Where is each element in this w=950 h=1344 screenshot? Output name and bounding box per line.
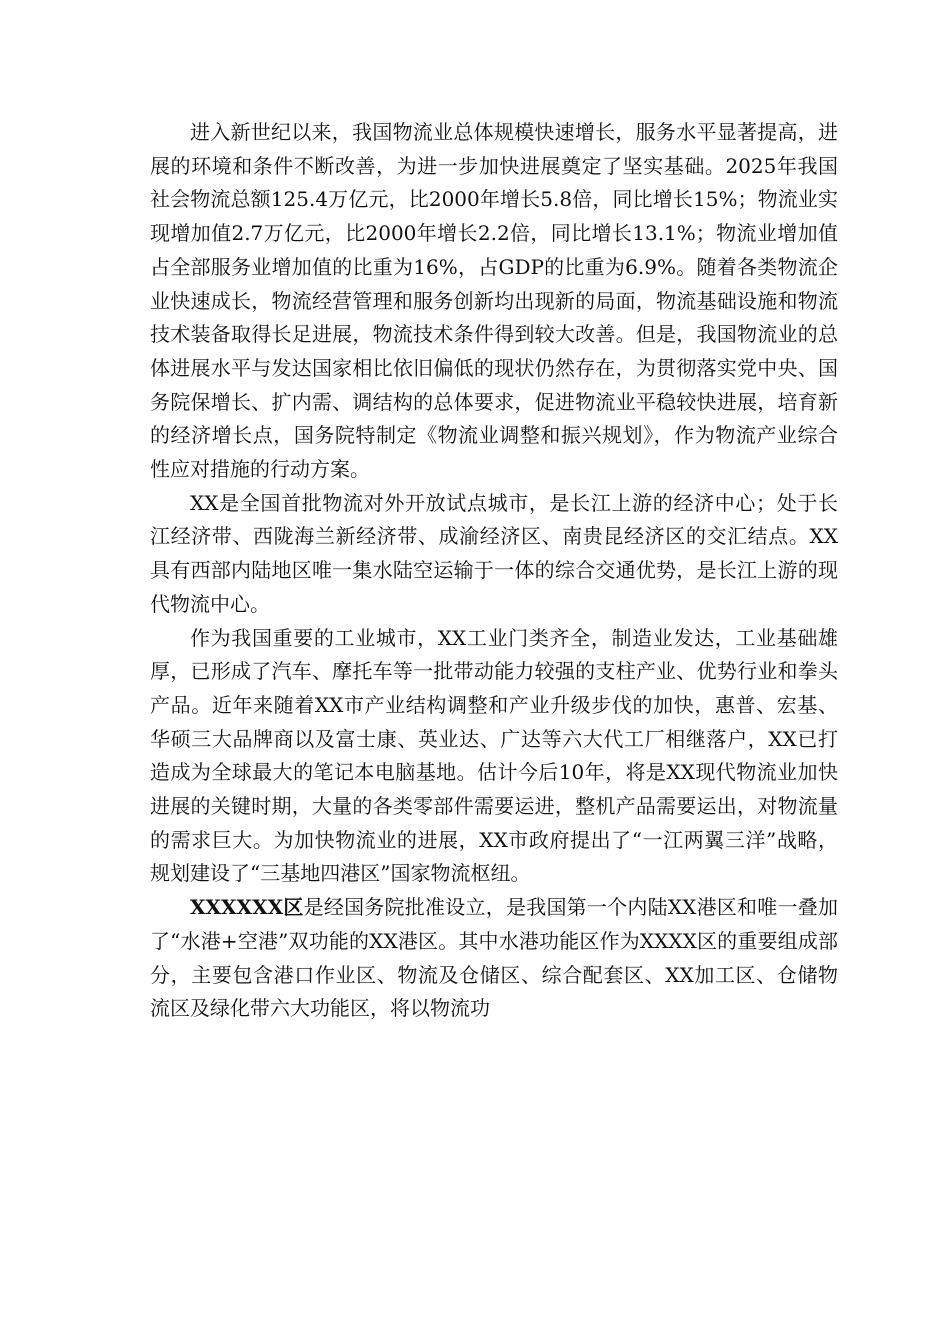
paragraph-industrial-base: 作为我国重要的工业城市，XX工业门类齐全，制造业发达，工业基础雄厚，已形成了汽车、摩托车等一批带动能力较强的支柱产业、优势行业和拳头产品。近年来随着XX市产业结构调整和产业升级步伐的加快，惠普、宏基、华硕三大品牌商以及富士康、英业达、广达等六大代工厂相继落户，XX已打造成为全球最大的笔记本电脑基地。估计今后10年，将是XX现代物流业加快进展的关键时期，大量的各类零部件需要运进，整机产品需要运出，对物流量的需求巨大。为加快物流业的进展，XX市政府提出了“一江两翼三洋”战略，规划建设了“三基地四港区”国家物流枢纽。 [150, 625, 838, 886]
port-zone-name: XXXXXX区 [190, 895, 304, 920]
document-body [150, 116, 838, 1026]
paragraph-logistics-overview: 进入新世纪以来，我国物流业总体规模快速增长，服务水平显著提高，进展的环境和条件不断改善，为进一步加快进展奠定了坚实基础。2025年我国社会物流总额125.4万亿元，比2000年增长5.8倍，同比增长15%；物流业实现增加值2.7万亿元，比2000年增长2.2倍，同比增长13.1%；物流业增加值占全部服务业增加值的比重为16%，占GDP的比重为6.9%。随着各类物流企业快速成长，物流经营管理和服务创新均出现新的局面，物流基础设施和物流技术装备取得长足进展，物流技术条件得到较大改善。但是，我国物流业的总体进展水平与发达国家相比依旧偏低的现状仍然存在，为贯彻落实党中央、国务院保增长、扩内需、调结构的总体要求，促进物流业平稳较快进展，培育新的经济增长点，国务院特制定《物流业调整和振兴规划》，作为物流产业综合性应对措施的行动方案。 [150, 120, 838, 482]
paragraph-port-zone [150, 891, 838, 1026]
port-zone-description: 是经国务院批准设立，是我国第一个内陆XX港区和唯一叠加了“水港+空港”双功能的XX港区。其中水港功能区作为XXXX区的重要组成部分，主要包含港口作业区、物流及仓储区、综合配套区、XX加工区、仓储物流区及绿化带六大功能区，将以物流功 [150, 895, 839, 1021]
paragraph-city-position: XX是全国首批物流对外开放试点城市，是长江上游的经济中心；处于长江经济带、西陇海兰新经济带、成渝经济区、南贵昆经济区的交汇结点。XX具有西部内陆地区唯一集水陆空运输于一体的综合交通优势，是长江上游的现代物流中心。 [150, 490, 838, 616]
